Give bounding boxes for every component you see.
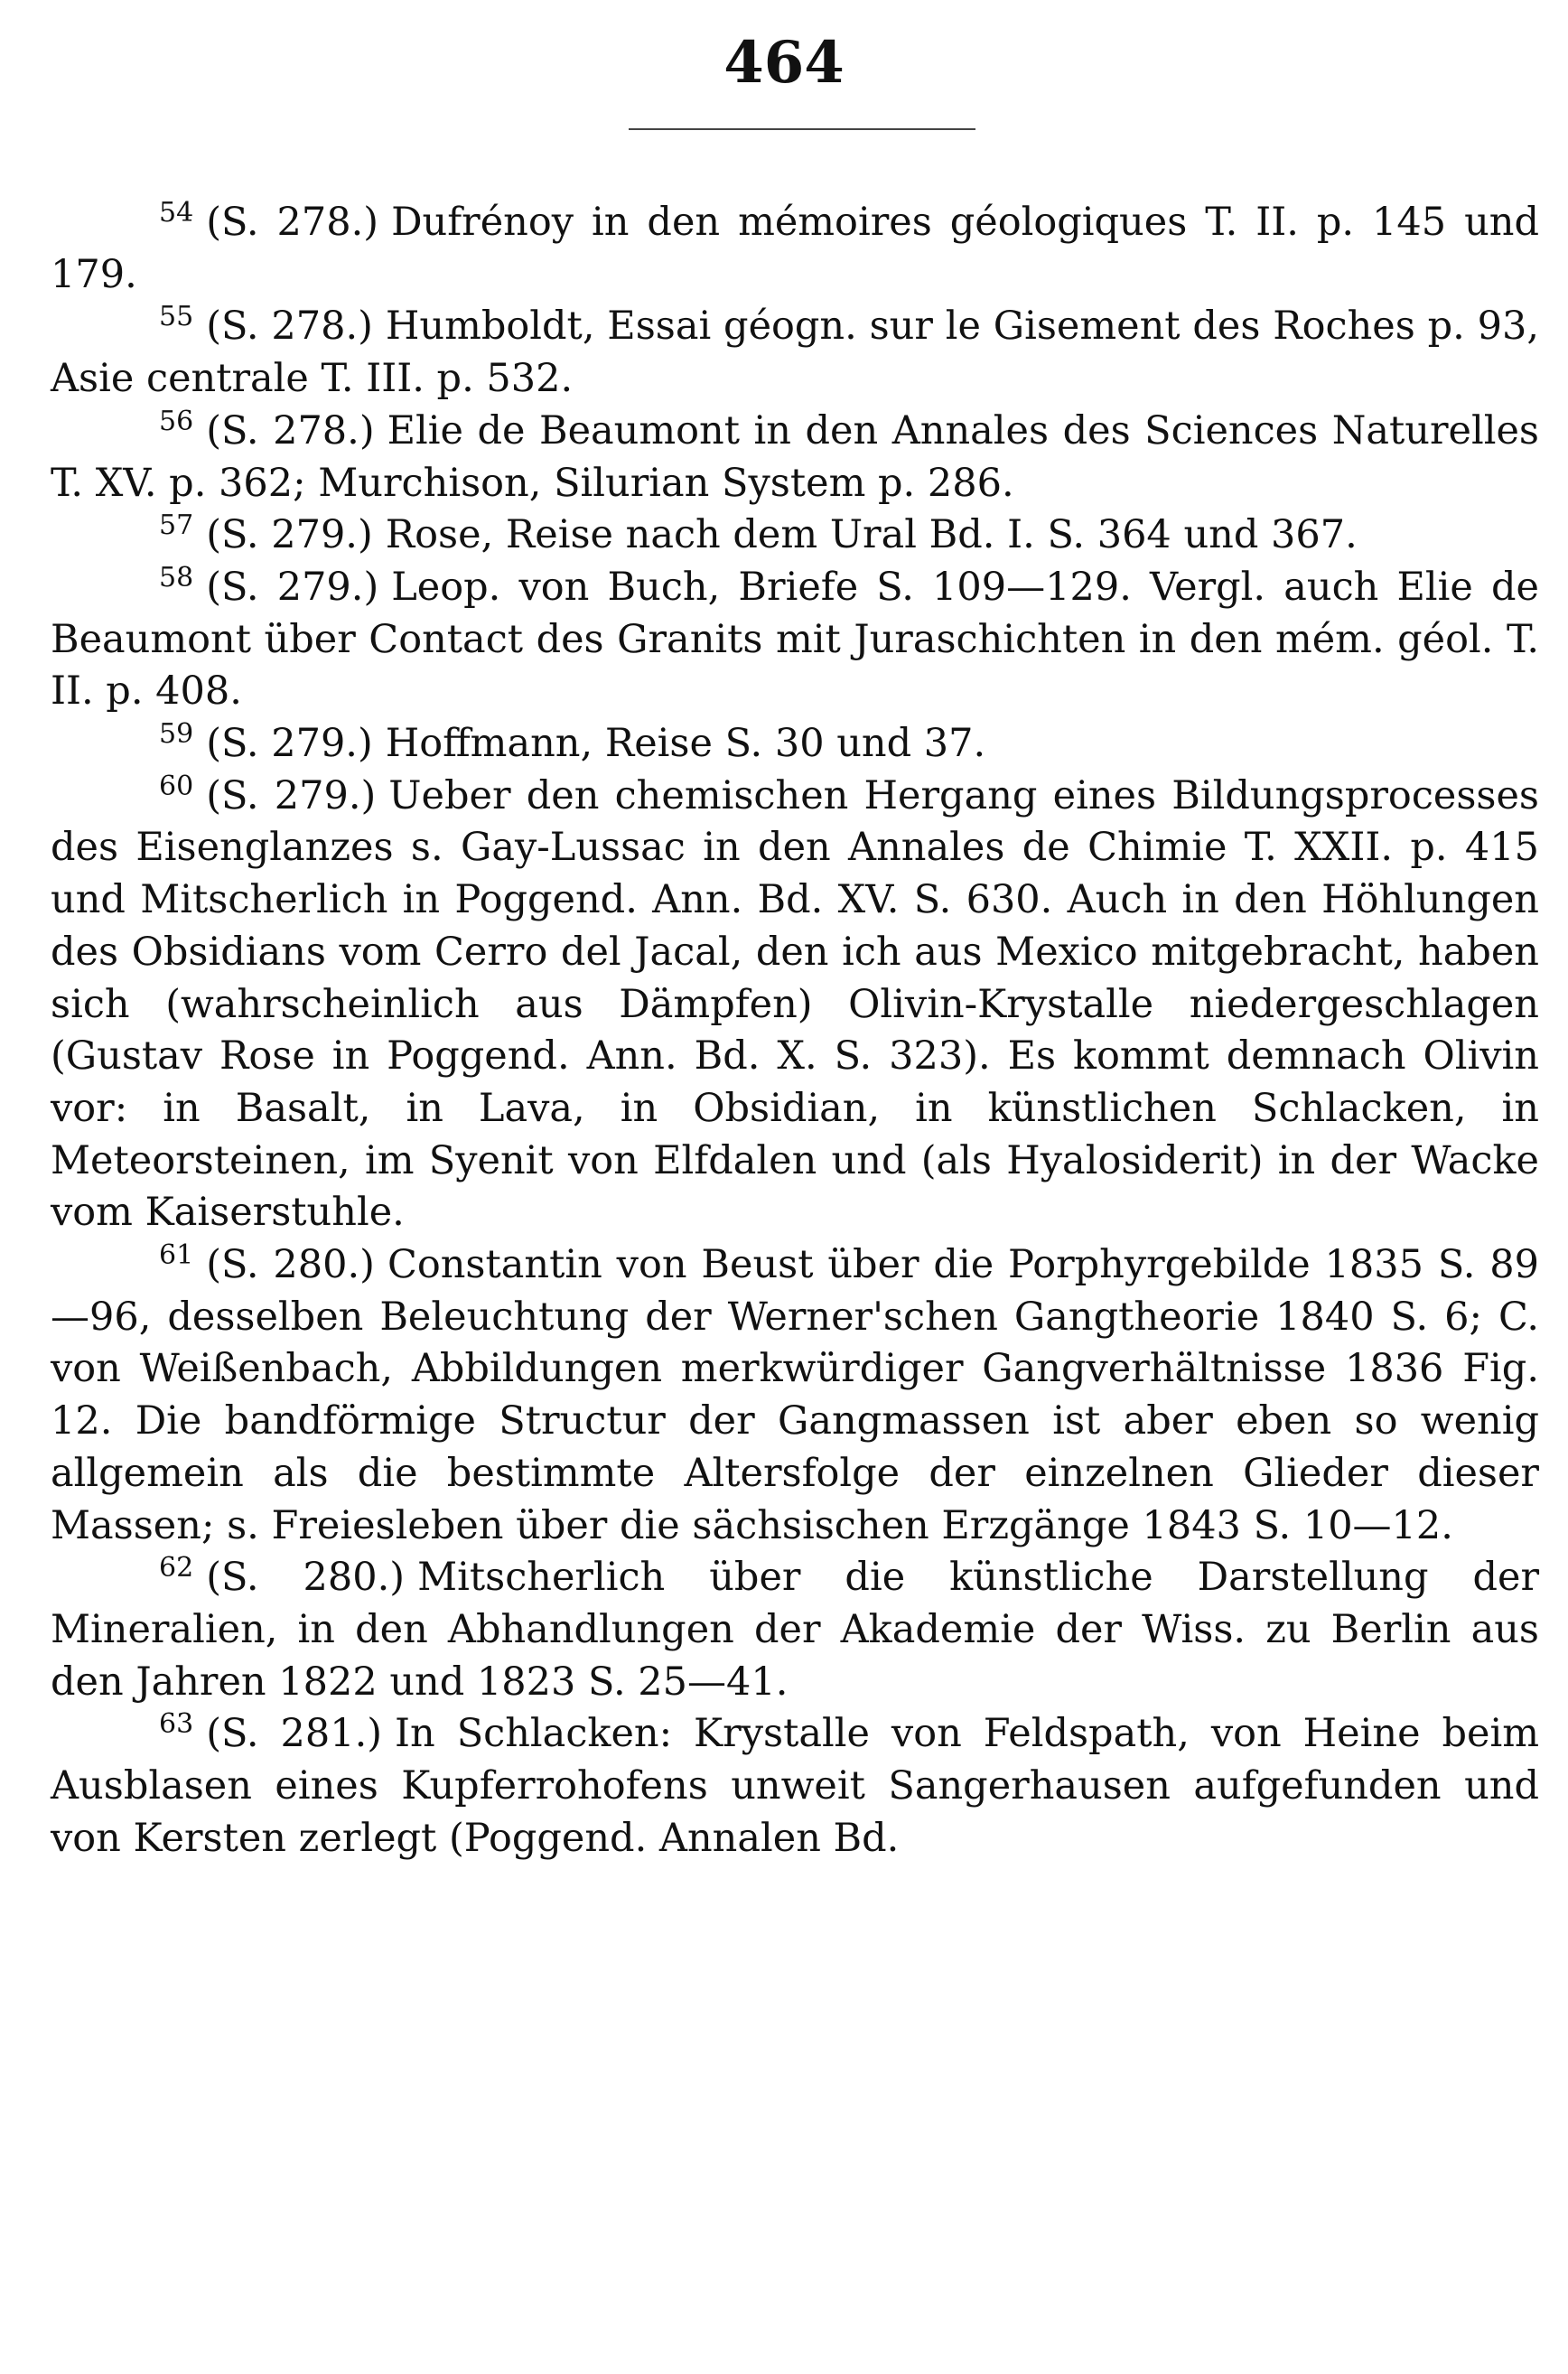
note-text: Humboldt, Essai géogn. sur le Gisement des Roches p. 93, Asie centrale T. III. p. 532. [51,304,1539,402]
header-rule [629,128,975,130]
note-page-reference: (S. 279.) [206,512,373,558]
note-page-reference: (S. 279.) [206,564,379,610]
endnote [51,1552,1539,1708]
note-number: 62 [159,1552,194,1584]
note-page-reference: (S. 279.) [206,721,373,767]
note-text: Mitscherlich über die künstliche Darstellung der Mineralien, in den Abhandlungen der Akademie der Wiss. zu Berlin aus den Jahren 1822 und 1823 S. 25—41. [51,1555,1540,1705]
note-number: 60 [159,770,194,802]
note-number: 59 [159,718,194,751]
note-page-reference: (S. 278.) [206,200,379,245]
note-number: 56 [159,405,194,437]
endnotes [51,197,1539,1865]
note-number: 54 [159,197,194,229]
note-text: Ueber den chemischen Hergang eines Bildungsprocesses des Eisenglanzes s. Gay-Lussac in den Annales de Chimie T. XXII. p. 415 und Mitscherlich in Poggend. Ann. Bd. XV. S. 630. Auch in den Höhlungen des Obsidians vom Cerro del Jacal, den ich aus Mexico mitgebracht, haben sich (wahrscheinlich aus Dämpfen) Olivin-Krystalle niedergeschlagen (Gustav Rose in Poggend. Ann. Bd. X. S. 323). Es kommt demnach Olivin vor: in Basalt, in Lava, in Obsidian, in künstlichen Schlacken, in Meteorsteinen, im Syenit von Elfdalen und (als Hyalosiderit) in der Wacke vom Kaiserstuhle. [51,772,1539,1236]
note-number: 57 [159,509,194,542]
note-page-reference: (S. 280.) [206,1555,406,1601]
endnote [51,562,1539,718]
note-text: Rose, Reise nach dem Ural Bd. I. S. 364 und 367. [385,512,1358,558]
note-number: 58 [159,561,194,594]
endnote [51,301,1539,405]
note-text: Elie de Beaumont in den Annales des Sciences Naturelles T. XV. p. 362; Murchison, Silurian System p. 286. [51,407,1539,506]
note-page-reference: (S. 281.) [206,1711,383,1757]
note-number: 55 [159,301,194,333]
endnote [51,197,1539,301]
endnote [51,1708,1539,1865]
note-page-reference: (S. 278.) [206,407,375,453]
note-text: Dufrénoy in den mémoires géologiques T. II. p. 145 und 179. [51,200,1539,297]
endnote [51,718,1539,771]
note-text: In Schlacken: Krystalle von Feldspath, von Heine beim Ausblasen eines Kupferrohofens unweit Sangerhausen aufgefunden und von Kersten zerlegt (Poggend. Annalen Bd. [51,1711,1539,1861]
note-text: Hoffmann, Reise S. 30 und 37. [385,721,986,767]
note-page-reference: (S. 280.) [206,1242,375,1288]
note-text: Leop. von Buch, Briefe S. 109—129. Vergl. auch Elie de Beaumont über Contact des Granits mit Juraschichten in den mém. géol. T. II. p. 408. [51,564,1539,715]
endnote [51,1239,1539,1552]
endnote [51,406,1539,509]
page-number: 464 [723,29,845,97]
note-text: Constantin von Beust über die Porphyrgebilde 1835 S. 89—96, desselben Beleuchtung der Werner'schen Gangtheorie 1840 S. 6; C. von Weißenbach, Abbildungen merkwürdiger Gangverhältnisse 1836 Fig. 12. Die bandförmige Structur der Gangmassen ist aber eben so wenig allgemein als die bestimmte Altersfolge der einzelnen Glieder dieser Massen; s. Freiesleben über die sächsischen Erzgänge 1843 S. 10—12. [51,1242,1539,1548]
endnote [51,771,1539,1239]
note-page-reference: (S. 279.) [206,772,377,818]
note-number: 63 [159,1708,194,1741]
note-page-reference: (S. 278.) [206,304,373,350]
endnote [51,509,1539,562]
note-number: 61 [159,1239,194,1272]
